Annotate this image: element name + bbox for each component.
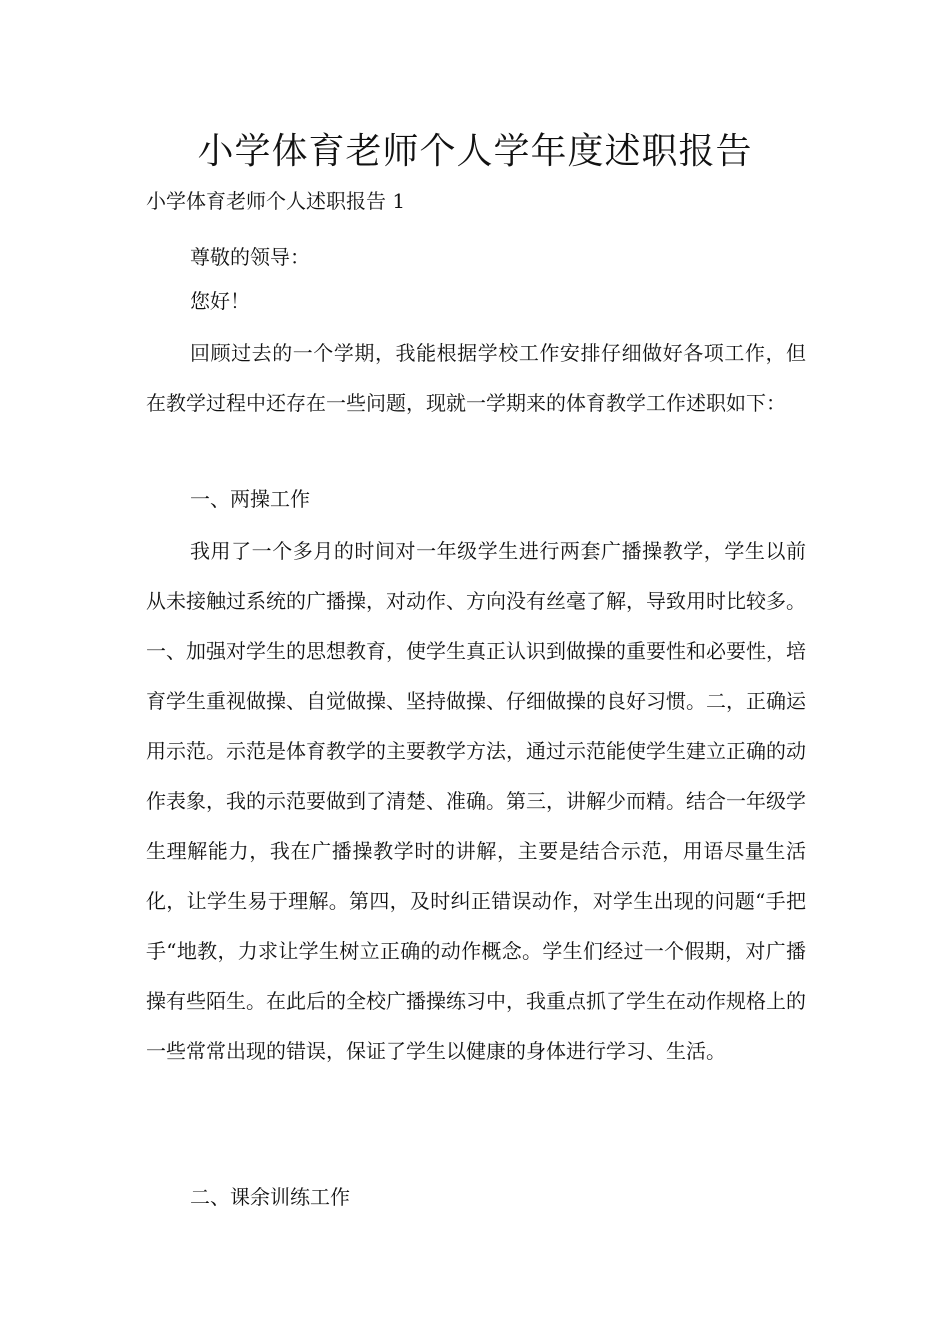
section2-heading: 二、课余训练工作	[190, 1185, 350, 1209]
document-subtitle: 小学体育老师个人述职报告 1	[146, 189, 406, 213]
intro-paragraph: 回顾过去的一个学期，我能根据学校工作安排仔细做好各项工作，但在教学过程中还存在一些问题，现就一学期来的体育教学工作述职如下：	[146, 341, 806, 415]
section1-heading: 一、两操工作	[190, 487, 310, 511]
greeting-paragraph: 尊敬的领导：	[190, 245, 310, 269]
hello-paragraph: 您好！	[190, 289, 250, 313]
section1-body-paragraph: 我用了一个多月的时间对一年级学生进行两套广播操教学，学生以前从未接触过系统的广播操，对动作、方向没有丝毫了解，导致用时比较多。一、加强对学生的思想教育，使学生真正认识到做操的重要性和必要性，培育学生重视做操、自觉做操、坚持做操、仔细做操的良好习惯。二，正确运用示范。示范是体育教学的主要教学方法，通过示范能使学生建立正确的动作表象，我的示范要做到了清楚、准确。第三，讲解少而精。结合一年级学生理解能力，我在广播操教学时的讲解，主要是结合示范，用语尽量生活化，让学生易于理解。第四，及时纠正错误动作，对学生出现的问题“手把手“地教，力求让学生树立正确的动作概念。学生们经过一个假期，对广播操有些陌生。在此后的全校广播操练习中，我重点抓了学生在动作规格上的一些常常出现的错误，保证了学生以健康的身体进行学习、生活。	[146, 539, 806, 1063]
document-title: 小学体育老师个人学年度述职报告	[197, 131, 753, 172]
